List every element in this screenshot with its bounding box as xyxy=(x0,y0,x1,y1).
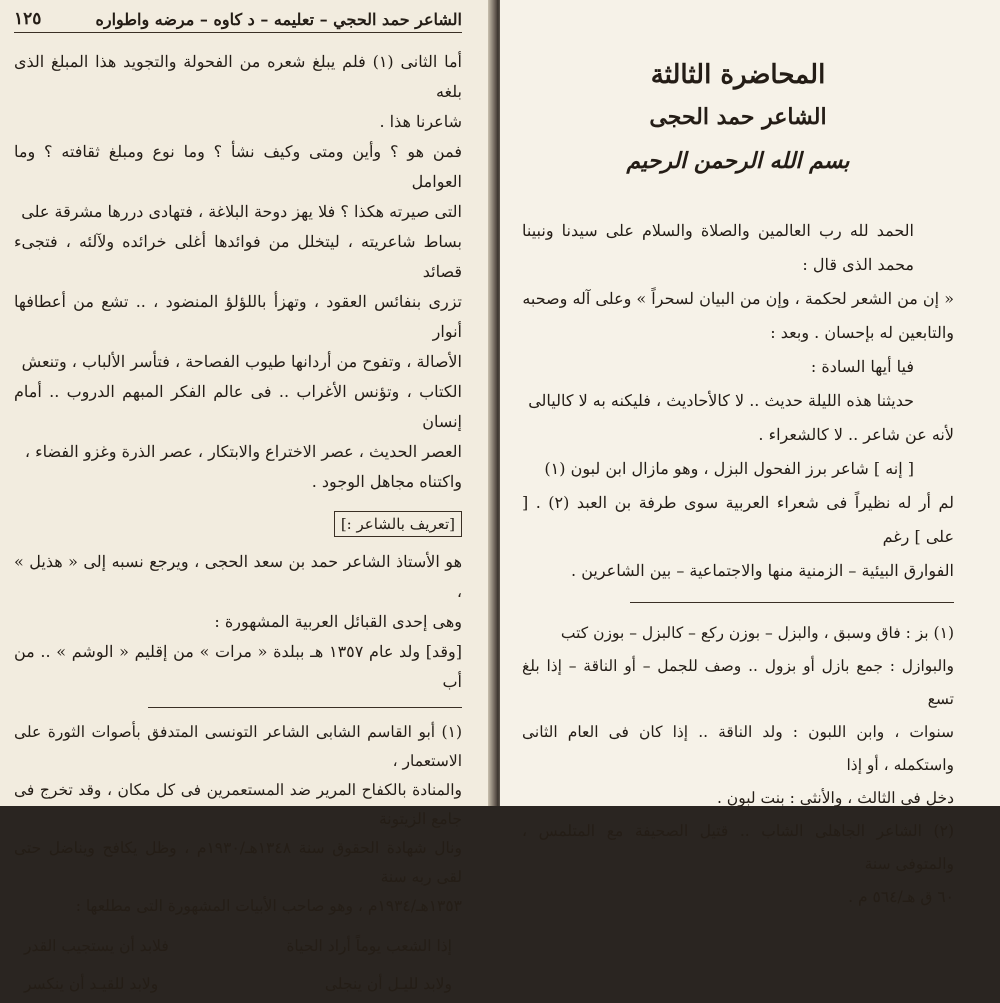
poem-verse xyxy=(14,965,462,1003)
text-line: تزرى بنفائس العقود ، وتهزأ باللؤلؤ المنضود ، .. تشع من أعطافها أنوار xyxy=(14,292,462,341)
poem xyxy=(14,927,462,1003)
footnote-line: سنوات ، وابن اللبون : ولد الناقة .. إذا كان فى العام الثانى واستكمله ، أو إذا xyxy=(522,723,954,774)
text-line: « إن من الشعر لحكمة ، وإن من البيان لسحراً » وعلى آله وصحبه xyxy=(522,289,954,308)
footnote-line: والمنادة بالكفاح المرير ضد المستعمرين فى كل مكان ، وقد تخرج فى جامع الزيتونة xyxy=(14,781,462,828)
text-line: [وقد] ولد عام ١٣٥٧ هـ ببلدة « مرات » من إقليم « الوشم » .. من أب xyxy=(14,642,463,691)
footnote-line: (١) أبو القاسم الشابى الشاعر التونسى المتدفق بأصوات الثورة على الاستعمار ، xyxy=(14,723,462,770)
footnote-line: ١٣٥٣هـ/١٩٣٤م ، وهو صاحب الأبيات المشهورة التى مطلعها : xyxy=(75,897,462,915)
hemistich: ولابد للقيـد أن ينكسر xyxy=(24,975,159,993)
footnote-divider xyxy=(148,707,462,708)
hemistich: فلابد أن يستجيب القدر xyxy=(24,937,169,955)
text-line: بساط شاعريته ، ليتخلل من فوائدها أغلى خرائده ولآلئه ، فتجىء قصائد xyxy=(14,232,462,281)
text-line: لم أر له نظيراً فى شعراء العربية سوى طرفة بن العبد (٢) . [ على ] رغم xyxy=(522,493,954,546)
text-line: والتابعين له بإحسان . وبعد : xyxy=(770,323,954,342)
lecture-subtitle: الشاعر حمد الحجى xyxy=(649,104,827,130)
footnote-line: والبوازل : جمع بازل أو بزول .. وصف للجمل – أو الناقة – إذا بلغ تسع xyxy=(522,657,954,708)
poem-verse xyxy=(14,927,462,965)
right-footnotes xyxy=(522,617,954,914)
left-page xyxy=(0,0,492,993)
footnote-line: (٢) الشاعر الجاهلى الشاب .. قتيل الصحيفة مع المتلمس ، والمتوفى سنة xyxy=(522,822,954,873)
text-line: هو الأستاذ الشاعر حمد بن سعد الحجى ، ويرجع نسبه إلى « هذيل » ، xyxy=(14,552,462,601)
text-line: وهى إحدى القبائل العربية المشهورة : xyxy=(214,612,462,631)
footnote-line: ٦٠ ق هـ/٥٦٤ م . xyxy=(848,888,954,906)
right-page xyxy=(500,0,1000,906)
running-header xyxy=(14,6,462,33)
footnote-line: (١) بز : فاق وسبق ، والبزل – بوزن ركع – كالبزل – بوزن كتب xyxy=(560,624,954,642)
footnote-line: دخل فى الثالث ، والأنثى : بنت لبون . xyxy=(716,789,954,807)
hemistich: إذا الشعب يوماً أراد الحياة xyxy=(286,937,452,955)
text-line: لأنه عن شاعر .. لا كالشعراء . xyxy=(758,425,954,444)
text-line: العصر الحديث ، عصر الاختراع والابتكار ، عصر الذرة وغزو الفضاء ، xyxy=(24,442,462,461)
text-line: الكتاب ، وتؤنس الأغراب .. فى عالم الفكر المبهم الدروب .. أمام إنسان xyxy=(14,382,462,431)
hemistich: ولابد لليـل أن ينجلى xyxy=(324,975,452,993)
right-body xyxy=(522,214,954,588)
text-line: الأصالة ، وتفوح من أردانها طيوب الفصاحة ، فتأسر الألباب ، وتنعش xyxy=(21,352,462,371)
basmala: بسم الله الرحمن الرحيم xyxy=(626,148,850,174)
lecture-title: المحاضرة الثالثة xyxy=(650,60,826,90)
text-line: حديثنا هذه الليلة حديث .. لا كالأحاديث ، فليكنه به لا كاليالى xyxy=(528,391,914,410)
section-subheading: [تعريف بالشاعر :] xyxy=(334,511,462,537)
text-line: أما الثانى (١) فلم يبلغ شعره من الفحولة والتجويد هذا المبلغ الذى بلغه xyxy=(14,52,462,101)
text-line: الفوارق البيئية – الزمنية منها والاجتماعية – بين الشاعرين . xyxy=(571,561,954,580)
header-title: الشاعر حمد الحجي – تعليمه – د كاوه – مرضه واطواره xyxy=(95,9,462,29)
footnote-divider xyxy=(630,602,954,603)
page-number: ١٢٥ xyxy=(14,9,42,29)
text-line: فمن هو ؟ وأين ومتى وكيف نشأ ؟ وما نوع ومبلغ ثقافته ؟ وما العوامل xyxy=(14,142,462,191)
left-body-2 xyxy=(14,547,462,697)
text-line: [ إنه ] شاعر برز الفحول البزل ، وهو مازال ابن لبون (١) xyxy=(544,459,914,478)
text-line: التى صيرته هكذا ؟ فلا يهز دوحة البلاغة ، فتهادى دررها مشرقة على xyxy=(21,202,462,221)
left-footnotes xyxy=(14,718,462,921)
left-body xyxy=(14,47,462,497)
text-line: فيا أيها السادة : xyxy=(810,357,914,376)
text-line: شاعرنا هذا . xyxy=(379,112,462,131)
text-line: واكتناه مجاهل الوجود . xyxy=(311,472,462,491)
footnote-line: ونال شهادة الحقوق سنة ١٣٤٨هـ/١٩٣٠م ، وظل يكافح ويناضل حتى لقى ربه سنة xyxy=(14,839,462,886)
text-line: الحمد لله رب العالمين والصلاة والسلام على سيدنا ونبينا محمد الذى قال : xyxy=(522,221,914,274)
